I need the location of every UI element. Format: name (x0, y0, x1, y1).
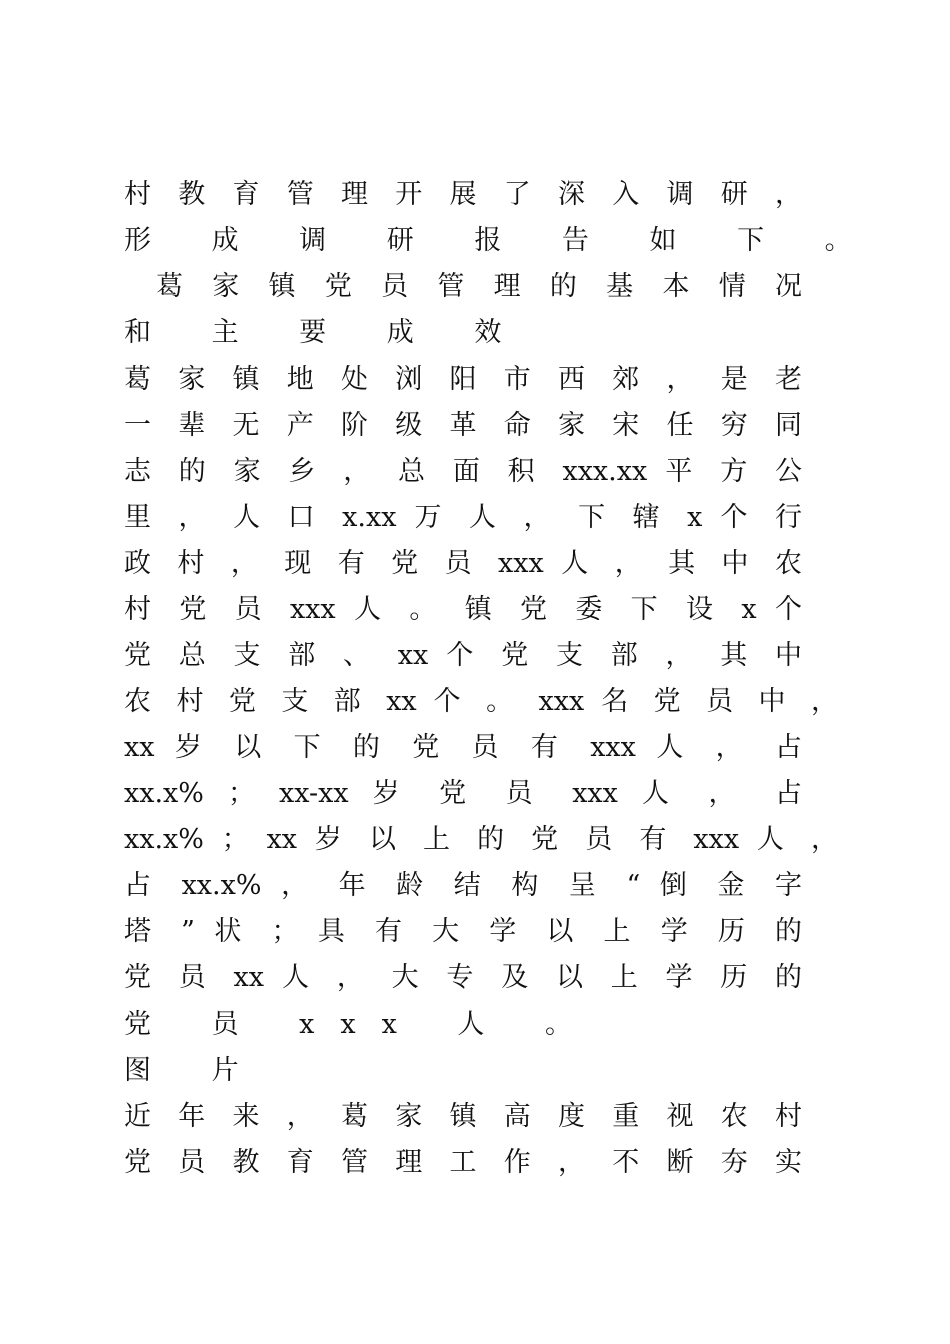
text-line: 党 员 xx 人 ， 大 专 及 以 上 学 历 的 (124, 962, 802, 993)
image-placeholder-label: 图 片 (124, 1055, 265, 1086)
text-line: 近 年 来 ， 葛 家 镇 高 度 重 视 农 村 (124, 1101, 802, 1132)
text-line: xx 岁 以 下 的 党 员 有 xxx 人 ， 占 (124, 732, 802, 763)
text-line: 葛 家 镇 地 处 浏 阳 市 西 郊 ， 是 老 (124, 364, 802, 395)
section-heading-line: 葛 家 镇 党 员 管 理 的 基 本 情 况 (156, 271, 802, 302)
text-line: 志 的 家 乡 ， 总 面 积 xxx.xx 平 方 公 (124, 456, 803, 487)
text-line: 党 员 教 育 管 理 工 作 ， 不 断 夯 实 (124, 1147, 802, 1178)
text-line: 塔 ” 状 ； 具 有 大 学 以 上 学 历 的 (124, 916, 802, 947)
text-line: 党 员 xxx 人 。 (124, 1009, 599, 1040)
text-line: xx.x% ； xx-xx 岁 党 员 xxx 人 ， 占 (124, 778, 802, 809)
text-line: 农 村 党 支 部 xx 个 。 xxx 名 党 员 中 ， (124, 686, 838, 717)
section-heading-line: 和 主 要 成 效 (124, 317, 528, 348)
text-line: xx.x% ； xx 岁 以 上 的 党 员 有 xxx 人 ， (124, 824, 838, 855)
text-line: 党 总 支 部 、 xx 个 党 支 部 ， 其 中 (124, 640, 802, 671)
text-line: 一 辈 无 产 阶 级 革 命 家 宋 任 穷 同 (124, 410, 802, 441)
text-line: 占 xx.x% ， 年 龄 结 构 呈 “ 倒 金 字 (124, 870, 802, 901)
text-line: 村 教 育 管 理 开 展 了 深 入 调 研 ， (124, 179, 802, 210)
text-line: 政 村 ， 现 有 党 员 xxx 人 ， 其 中 农 (124, 548, 802, 579)
text-line: 里 ， 人 口 x.xx 万 人 ， 下 辖 x 个 行 (124, 502, 802, 533)
text-line: 形 成 调 研 报 告 如 下 。 (124, 225, 878, 256)
text-line: 村 党 员 xxx 人 。 镇 党 委 下 设 x 个 (124, 594, 802, 625)
